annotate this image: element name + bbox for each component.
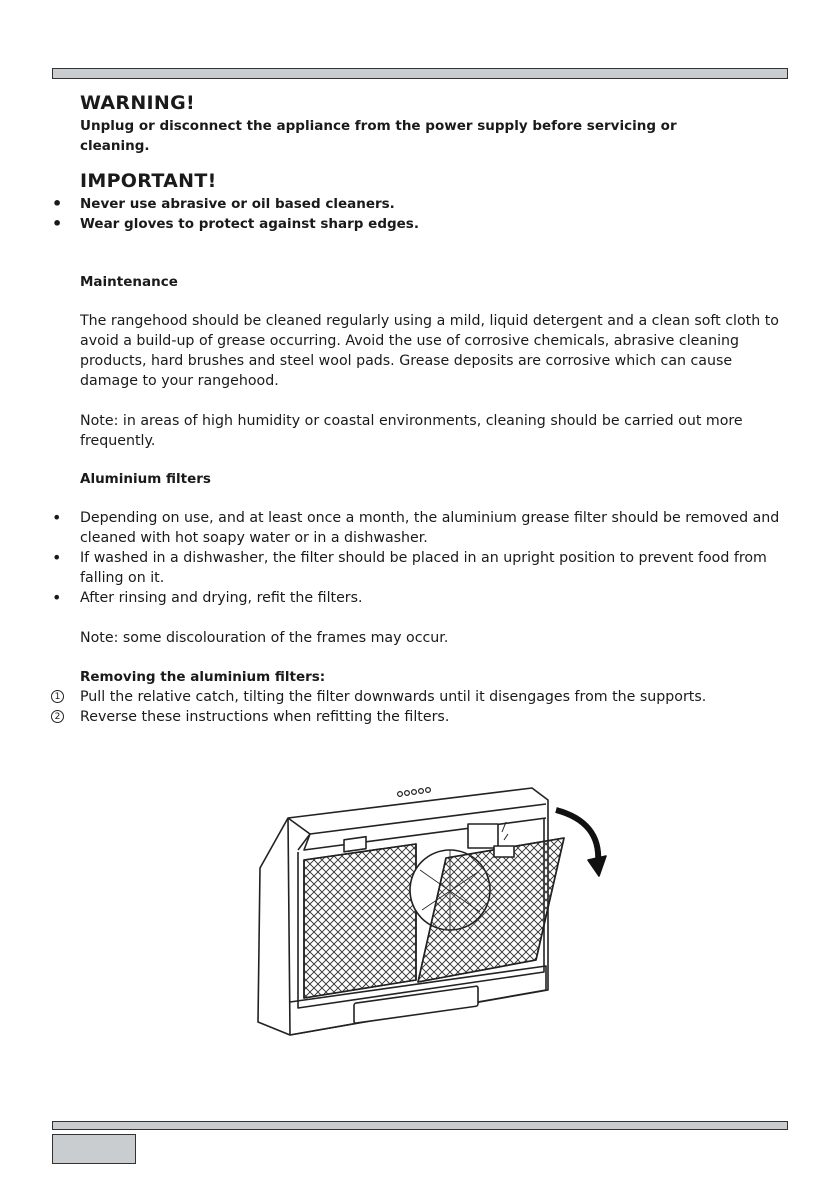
step-text: Reverse these instructions when refitting the filters. xyxy=(80,709,450,725)
maintenance-paragraph: The rangehood should be cleaned regularly using a mild, liquid detergent and a clean soft cloth to avoid a build-up of grease occurring. Avoid the use of corrosive chemicals, abrasive cleaning products, hard brushes and steel wool pads. Grease deposits are corrosive which can cause damage to your rangehood. xyxy=(80,313,779,389)
list-item xyxy=(54,687,790,707)
list-item: • Wear gloves to protect against sharp edges. xyxy=(80,214,790,234)
document-body xyxy=(54,90,790,727)
warning-title: WARNING! xyxy=(80,92,195,114)
page-number-box xyxy=(52,1134,136,1164)
removing-heading: Removing the aluminium filters: xyxy=(80,669,326,685)
list-item: • After rinsing and drying, refit the filters. xyxy=(80,588,790,608)
warning-text: Unplug or disconnect the appliance from the power supply before servicing or cleaning. xyxy=(80,118,677,154)
important-title: IMPORTANT! xyxy=(80,170,217,192)
list-item: • Never use abrasive or oil based cleaners. xyxy=(80,194,790,214)
step-number: 1 xyxy=(51,690,64,703)
list-item xyxy=(54,707,790,727)
step-number: 2 xyxy=(51,710,64,723)
list-item: • Depending on use, and at least once a month, the aluminium grease filter should be removed and cleaned with hot soapy water or in a dishwasher. xyxy=(80,508,790,548)
filters-list xyxy=(80,508,790,608)
maintenance-heading: Maintenance xyxy=(80,274,178,290)
filters-heading: Aluminium filters xyxy=(80,471,211,487)
removing-steps xyxy=(54,687,790,727)
rangehood-filter-removal-illustration xyxy=(250,760,610,1050)
important-list xyxy=(80,194,790,234)
footer-rule xyxy=(52,1121,788,1130)
step-text: Pull the relative catch, tilting the filter downwards until it disengages from the supports. xyxy=(80,689,707,705)
header-rule xyxy=(52,68,788,79)
maintenance-note: Note: in areas of high humidity or coastal environments, cleaning should be carried out more frequently. xyxy=(80,413,743,449)
filters-note: Note: some discolouration of the frames may occur. xyxy=(80,630,449,646)
control-buttons xyxy=(398,788,431,797)
list-item: • If washed in a dishwasher, the filter should be placed in an upright position to prevent food from falling on it. xyxy=(80,548,790,588)
